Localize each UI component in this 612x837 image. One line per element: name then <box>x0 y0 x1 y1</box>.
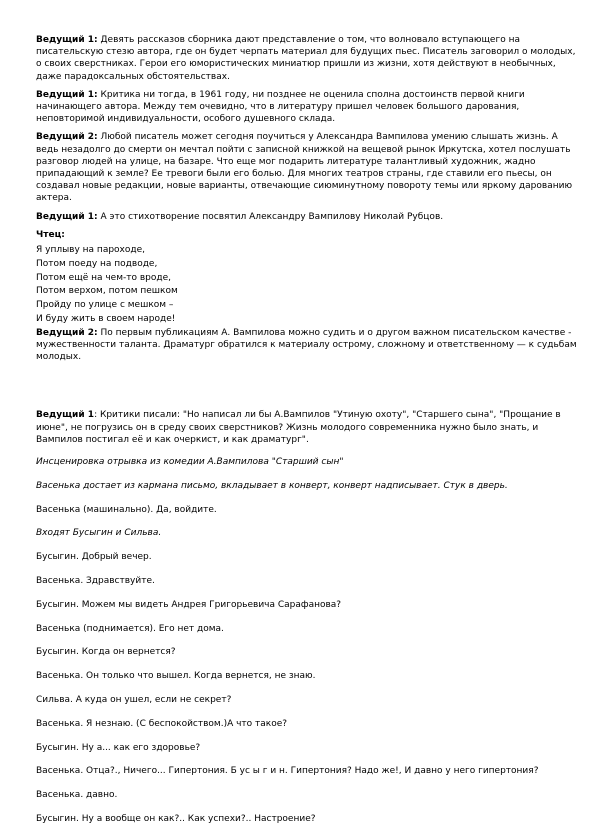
dialogue-line: Васенька. давно. <box>36 790 118 801</box>
paragraph-text: А это стихотворение посвятил Александру Вампилову Николай Рубцов. <box>97 211 444 222</box>
poem-line: Пройду по улице с мешком – <box>36 300 174 311</box>
dialogue-line: Васенька (поднимается). Его нет дома. <box>36 623 224 634</box>
dialogue-line: Бусыгин. Можем мы видеть Андрея Григорьевича Сарафанова? <box>36 599 342 610</box>
paragraph-text: : Критики писали: "Но написал ли бы А.Вампилов "Утиную охоту", "Старшего сына", "Прощание в июне", не погрузись он в среду своих сверстников? Жизнь молодого современника нужно было знать, и Вампилов постигал её и как очеркист, и как драматург". <box>36 410 561 445</box>
dialogue-line: Васенька. Он только что вышел. Когда вернется, не знаю. <box>36 671 316 682</box>
paragraph-5 <box>36 327 581 364</box>
paragraph-1 <box>36 34 581 83</box>
spacer <box>36 369 581 409</box>
dialogue-line: Сильва. А куда он ушел, если не секрет? <box>36 695 232 706</box>
speaker-label: Ведущий 1 <box>36 410 95 421</box>
dialogue <box>36 456 581 825</box>
dialogue-line: Бусыгин. Добрый вечер. <box>36 552 152 563</box>
dialogue-line: Бусыгин. Когда он вернется? <box>36 647 176 658</box>
paragraph-text: Критика ни тогда, в 1961 году, ни позднее не оценила сполна достоинств первой книги начинающего автора. Между тем очевидно, что в литературу пришел человек большого дарования, неповторимой индивидуальности, особого душевного склада. <box>36 89 525 125</box>
dialogue-line: Васенька достает из кармана письмо, вкладывает в конверт, конверт надписывает. Стук в дверь. <box>36 480 508 491</box>
speaker-label: Ведущий 1: <box>36 211 98 222</box>
paragraph-4 <box>36 211 581 223</box>
dialogue-line: Васенька. Здравствуйте. <box>36 576 155 587</box>
paragraph-2 <box>36 89 581 126</box>
paragraph-text: Любой писатель может сегодня поучиться у Александра Вампилова умению слышать жизнь. А ведь незадолго до смерти он мечтал пойти с записной книжкой на вещевой рынок Иркутска, хотел послушать разговор людей на улице, на базаре. Что еще мог подарить литературе талантливый художник, жадно припадающий к земле? Ее тревоги были его болью. Для многих театров страны, где ставили его пьесы, он создавал новые редакции, новые варианты, отвечающие сиюминутному повороту темы или яркому дарованию актера. <box>36 132 573 204</box>
speaker-label: Ведущий 1: <box>36 35 98 45</box>
poem <box>36 244 581 327</box>
dialogue-line: Инсценировка отрывка из комедии А.Вампилова "Старший сын" <box>36 457 344 468</box>
speaker-label: Чтец: <box>36 229 65 240</box>
speaker-label: Ведущий 1: <box>36 89 98 100</box>
dialogue-line: Бусыгин. Ну а... как его здоровье? <box>36 742 201 753</box>
dialogue-line: Входят Бусыгин и Сильва. <box>36 528 162 539</box>
speaker-label: Ведущий 2: <box>36 132 98 143</box>
dialogue-line: Бусыгин. Ну а вообще он как?.. Как успехи?.. Настроение? <box>36 814 316 824</box>
document-page <box>36 34 581 837</box>
dialogue-line: Васенька (машинально). Да, войдите. <box>36 504 217 515</box>
paragraph-critics <box>36 409 581 446</box>
dialogue-line: Васенька. Отца?., Ничего... Гипертония. Б ус ы г и н. Гипертония? Надо же!, И давно у него гипертония? <box>36 766 539 777</box>
paragraph-reader <box>36 229 581 241</box>
paragraph-3 <box>36 131 581 204</box>
poem-line: Потом верхом, потом пешком <box>36 286 178 297</box>
poem-line: Я уплыву на пароходе, <box>36 245 146 256</box>
poem-line: Потом ещё на чем-то вроде, <box>36 272 171 283</box>
dialogue-line: Васенька. Я незнаю. (С беспокойством.)А что такое? <box>36 718 288 729</box>
paragraph-text: Девять рассказов сборника дают представление о том, что волновало вступающего на писательскую стезю автора, где он будет черпать материал для будущих пьес. Писатель заговорил о молодых, о своих сверстниках. Герои его юмористических миниатюр пришли из жизни, хотя действуют в необычных, даже парадоксальных обстоятельствах. <box>36 35 576 82</box>
speaker-label: Ведущий 2: <box>36 327 98 338</box>
poem-line: Потом поеду на подводе, <box>36 258 158 269</box>
paragraph-text: По первым публикациям А. Вампилова можно судить и о другом важном писательском качестве - мужественности таланта. Драматург обратился к материалу острому, сложному и ответственному — к судьбам молодых. <box>36 327 577 363</box>
poem-line: И буду жить в своем народе! <box>36 314 176 325</box>
